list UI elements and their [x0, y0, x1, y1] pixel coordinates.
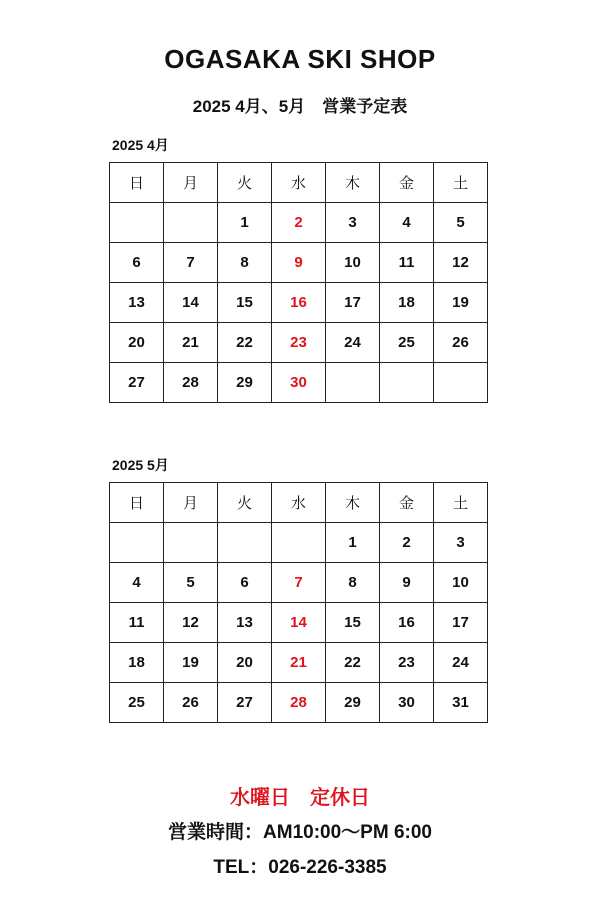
calendar-day: 24 [326, 323, 380, 363]
calendar-empty-cell [110, 523, 164, 563]
calendar-day: 19 [164, 643, 218, 683]
calendar-day: 20 [110, 323, 164, 363]
calendar-empty-cell [272, 523, 326, 563]
calendar-day: 10 [434, 563, 488, 603]
calendar-day: 7 [272, 563, 326, 603]
weekday-header: 月 [164, 483, 218, 523]
calendar-day: 12 [434, 243, 488, 283]
calendar-april-label: 2025 4月 [112, 137, 169, 153]
weekday-header: 火 [218, 163, 272, 203]
calendar-day: 22 [326, 643, 380, 683]
calendar-day: 13 [110, 283, 164, 323]
calendar-day: 18 [380, 283, 434, 323]
calendar-day: 24 [434, 643, 488, 683]
calendar-day: 4 [110, 563, 164, 603]
closed-day-notice: 水曜日 定休日 [230, 787, 370, 809]
calendar-week-row [110, 323, 488, 363]
calendar-day: 23 [272, 323, 326, 363]
weekday-header: 金 [380, 163, 434, 203]
calendar-empty-cell [110, 203, 164, 243]
calendar-week-row [110, 523, 488, 563]
shop-title: OGASAKA SKI SHOP [164, 44, 436, 74]
calendar-day: 16 [380, 603, 434, 643]
calendar-day: 3 [326, 203, 380, 243]
calendar-day: 26 [434, 323, 488, 363]
calendar-day: 4 [380, 203, 434, 243]
weekday-header-row [110, 163, 488, 203]
weekday-header: 水 [272, 163, 326, 203]
calendar-day: 25 [110, 683, 164, 723]
weekday-header: 金 [380, 483, 434, 523]
calendar-week-row [110, 563, 488, 603]
calendar-day: 20 [218, 643, 272, 683]
calendar-day: 26 [164, 683, 218, 723]
calendar-day: 16 [272, 283, 326, 323]
calendar-day: 30 [272, 363, 326, 403]
weekday-header: 月 [164, 163, 218, 203]
schedule-subtitle: 2025 4月、5月 営業予定表 [192, 97, 408, 116]
calendar-day: 29 [326, 683, 380, 723]
calendar-day: 30 [380, 683, 434, 723]
calendar-day: 27 [110, 363, 164, 403]
calendar-week-row [110, 643, 488, 683]
calendar-day: 21 [164, 323, 218, 363]
calendar-day: 31 [434, 683, 488, 723]
weekday-header: 土 [434, 483, 488, 523]
weekday-header: 木 [326, 483, 380, 523]
calendar-day: 5 [434, 203, 488, 243]
calendar-day: 15 [218, 283, 272, 323]
calendar-day: 1 [218, 203, 272, 243]
weekday-header-row [110, 483, 488, 523]
calendar-day: 7 [164, 243, 218, 283]
telephone-number: TEL：026-226-3385 [213, 857, 387, 878]
calendar-day: 11 [380, 243, 434, 283]
calendar-week-row [110, 283, 488, 323]
calendar-week-row [110, 203, 488, 243]
business-hours: 営業時間：AM10:00〜PM 6:00 [168, 822, 432, 843]
weekday-header: 土 [434, 163, 488, 203]
calendar-day: 25 [380, 323, 434, 363]
calendar-empty-cell [326, 363, 380, 403]
weekday-header: 火 [218, 483, 272, 523]
calendar-day: 17 [434, 603, 488, 643]
calendar-week-row [110, 603, 488, 643]
weekday-header: 日 [110, 483, 164, 523]
calendar-day: 5 [164, 563, 218, 603]
calendar-day: 28 [272, 683, 326, 723]
calendar-week-row [110, 243, 488, 283]
calendar-empty-cell [164, 203, 218, 243]
calendar-empty-cell [164, 523, 218, 563]
calendar-empty-cell [380, 363, 434, 403]
calendar-week-row [110, 363, 488, 403]
calendar-april [109, 162, 488, 403]
calendar-day: 17 [326, 283, 380, 323]
calendar-day: 8 [326, 563, 380, 603]
weekday-header: 水 [272, 483, 326, 523]
calendar-day: 1 [326, 523, 380, 563]
calendar-day: 21 [272, 643, 326, 683]
calendar-day: 27 [218, 683, 272, 723]
calendar-day: 2 [380, 523, 434, 563]
calendar-day: 14 [272, 603, 326, 643]
calendar-day: 12 [164, 603, 218, 643]
calendar-day: 13 [218, 603, 272, 643]
calendar-empty-cell [434, 363, 488, 403]
calendar-day: 19 [434, 283, 488, 323]
calendar-day: 9 [380, 563, 434, 603]
calendar-may [109, 482, 488, 723]
calendar-day: 9 [272, 243, 326, 283]
calendar-day: 28 [164, 363, 218, 403]
calendar-week-row [110, 683, 488, 723]
calendar-empty-cell [218, 523, 272, 563]
calendar-day: 6 [218, 563, 272, 603]
weekday-header: 木 [326, 163, 380, 203]
calendar-day: 22 [218, 323, 272, 363]
calendar-may-label: 2025 5月 [112, 457, 169, 473]
calendar-day: 15 [326, 603, 380, 643]
calendar-day: 6 [110, 243, 164, 283]
calendar-day: 10 [326, 243, 380, 283]
calendar-day: 11 [110, 603, 164, 643]
calendar-day: 2 [272, 203, 326, 243]
calendar-day: 8 [218, 243, 272, 283]
calendar-day: 23 [380, 643, 434, 683]
calendar-day: 29 [218, 363, 272, 403]
weekday-header: 日 [110, 163, 164, 203]
calendar-day: 3 [434, 523, 488, 563]
calendar-day: 14 [164, 283, 218, 323]
calendar-day: 18 [110, 643, 164, 683]
